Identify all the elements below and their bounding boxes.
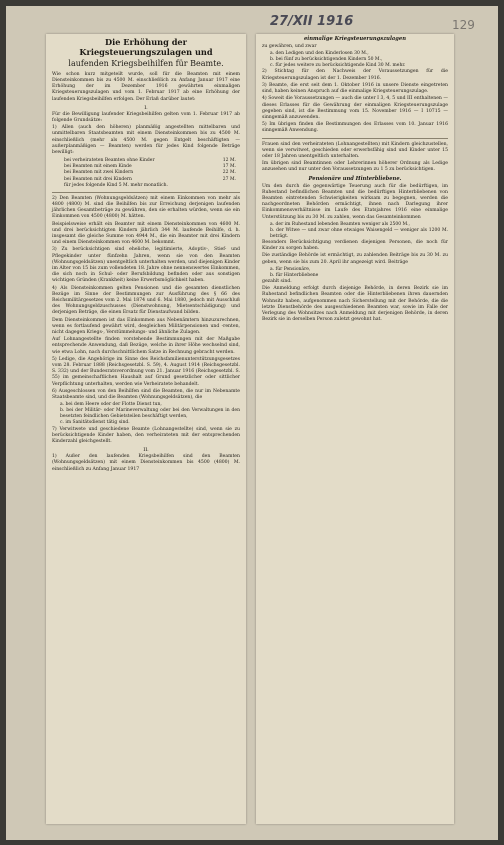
row-label: bei Beamten mit zwei Kindern: [64, 170, 134, 176]
point-7: 7) Verwitwete und geschiedene Beamte (Lohnangestellte) sind, wenn sie zu berücksichtigende Kinder haben, den verheirateten mit der entsprechenden Kinderzahl gleichgestellt.: [52, 426, 240, 444]
paragraph-teachers: Im übrigen sind Beamtinnen oder Lehrerinnen höherer Ordnung als Ledige anzusehen und nur unter den Voraussetzungen zu 1 5 zu berücksichtigen.: [262, 161, 448, 173]
newspaper-clipping-right: [256, 34, 454, 824]
section-2-text: 1) Außer den laufenden Kriegsbeihilfen sind den Beamten (Wohnungsgeldsätzen) mit einem Diensteinkommen bis 4500 (4800) M. einschließlich zu Anfang Januar 1917: [52, 454, 240, 472]
paragraph-paid: gezahlt sind.: [262, 279, 292, 285]
paragraph-pensioners: Um den durch die gegenwärtige Teuerung auch für die bedürftigen, im Ruhestand befindlichen Beamten und die bedürftigen Hinterbliebenen von Beamten eintretenden Schwierigkeiten wirksam zu begegnen, werden die nachgeordneten Behörden ermächtigt, ihnen nach Darlegung ihrer Einkommensverhältnisse im Laufe des Etatsjahres 1916 eine einmalige Unterstützung bis zu 30 M. zu zahlen, wenn das Gesamteinkommen: [262, 183, 448, 220]
page-number: 129: [452, 18, 475, 32]
row-label: bei verheirateten Beamten ohne Kinder: [64, 158, 155, 164]
intro-paragraph: Wie schon kurz mitgeteilt wurde, soll für die Beamten mit einem Diensteinkommen bis zu 4500 M. einschließlich zu Anfang Januar 1917 eine Erhöhung der im Dezember 1916 gewährten einmaligen Kriegsteuerungszulagen und vom 1. Februar 1917 ab eine Erhöhung der laufenden Kriegsbeihilfen erfolgen. Der Erlaß darüber lautet:: [52, 71, 240, 102]
list-item: a. bei dem Heere oder der Flotte Dienst tun,: [60, 402, 162, 408]
list-item: c. im Sanitätsdienst tätig sind.: [60, 420, 130, 426]
point-3: 3) Zu berücksichtigen sind eheliche, legitimierte, Adoptiv-, Stief- und Pflegekinder unter fünfzehn Jahren, wenn sie von den Beamten (Wohnungsgeldsätzen) unentgeltlich unterhalten werden, und diejenigen Kinder im Alter von 15 bis zum vollendeten 18. Jahre ohne nennenswertes Einkommen, die sich noch in Schul- oder Berufsbildung befinden oder aus sonstigen wichtigen Gründen (Krankheit) keine Erwerbsmöglichkeit haben.: [52, 247, 240, 284]
row-label: bei Beamten mit drei Kindern: [64, 176, 132, 182]
row-value: 12 M.: [222, 158, 236, 164]
paragraph-authority: Die zuständige Behörde ist ermächtigt, zu zahlenden Beiträge bis zu 30 M. zu geben, wenn sie bis zum 20. April ihr angezeigt wird. Beiträge: [262, 253, 448, 265]
list-item: b. für Hinterbliebene: [270, 272, 319, 278]
point-2: 2) Den Beamten (Wohnungsgeldsätzen) mit einem Einkommen von mehr als 4800 (4800) M. sind die Beihilfen bis zur Erreichung derjenigen laufenden jährlichen Gesamtbeträge zu gewähren, den sie erhalten würden, wenn sie ein Einkommen von 4500 (4800) M. hätten.: [52, 195, 240, 220]
paragraph-3: 3) Beamte, die erst seit dem 1. Oktober 1916 in unsere Dienste eingetreten sind, haben keinen Anspruch auf die einmalige Kriegsteuerungszulage.: [262, 82, 448, 95]
row-value: 27 M.: [222, 176, 236, 182]
list-item: b. bei fünf zu berücksichtigenden Kindern 50 M.,: [270, 57, 383, 63]
paragraph-care: Besonders Berücksichtigung verdienen diejenigen Personen, die noch für Kinder zu sorgen haben.: [262, 240, 448, 252]
paragraph-5: 5) Im übrigen finden die Bestimmungen des Erlasses vom 10. Januar 1916 sinngemäß Anwendung.: [262, 122, 448, 134]
list-item: a. den Ledigen und den Kinderlosen 30 M.,: [270, 51, 369, 57]
point-4c: Auf Lohnangestellte finden vorstehende Bestimmungen mit der Maßgabe entsprechende Anwendung, daß Bezüge, welche in ihrer Höhe wechselnd sind, wie etwa Lohn, nach durchschnittlichem Satze in Rechnung gebracht werden.: [52, 337, 240, 355]
row-label: bei Beamten mit einem Kinde: [64, 164, 132, 170]
paragraph-women: Frauen sind den verheirateten (Lohnangestellten) mit Kindern gleichzustellen, wenn sie verwitwet, geschieden oder erwerbsfähig sind und Kinder unter 15 oder 18 Jahren unentgeltlich unterhalten.: [262, 141, 448, 159]
list-item: a. der im Ruhestand lebenden Beamten weniger als 2500 M.,: [270, 221, 410, 227]
point-4b: Dem Diensteinkommen ist das Einkommen aus Nebenämtern hinzuzurechnen, wenn es fortlaufend gewährt wird, desgleichen Militärpensionen und -renten, nicht dagegen Kriegs-, Verstümmelungs- und ähnliche Zulagen.: [52, 317, 240, 335]
divider: [262, 138, 448, 139]
paragraph-2: 2) Stichtag für den Nachweis der Voraussetzungen für die Kriegsteuerungszulagen ist der 1. Dezember 1916.: [262, 69, 448, 81]
list-item: c. für jedes weitere zu berücksichtigende Kind 30 M. mehr.: [270, 63, 406, 69]
section-heading-pensioners: Pensionäre und Hinterbliebene.: [308, 175, 402, 182]
section-heading: einmalige Kriegsteuerungszulagen: [304, 36, 406, 42]
list-item: b. der Witwe — und zwar ohne etwaiges Waisengeld — weniger als 1200 M. beträgt.: [270, 227, 448, 239]
section-1-text: Für die Bewilligung laufender Kriegsbeihilfen gelten vom 1. Februar 1917 ab folgende Grundsätze:: [52, 111, 240, 123]
table-row: [64, 183, 236, 189]
newspaper-clipping-left: [46, 34, 246, 824]
allowance-table: [64, 158, 236, 188]
divider: [52, 192, 240, 193]
example-paragraph: Beispielsweise erhält ein Beamter mit einem Diensteinkommen von 4600 M. und drei berücksichtigten Kindern jährlich 344 M. laufende Beihilfe, d. h. insgesamt die gleiche Summe von 4944 M., die ein Beamter mit drei Kindern und einem Diensteinkommen von 4600 M. bekommt.: [52, 221, 240, 246]
paragraph-registration: Die Anmeldung erfolgt durch diejenige Behörde, in deren Bezirk sie im Ruhestand befindlichen Beamten oder die Hinterbliebenen ihren dauernden Wohnsitz haben, aufgenommen nach Sicherstellung mit der Behörde, die die letzte Dienstbehörde des ausgeschiedenen Beamten war, sowie im Falle der Verlegung des Wohnsitzes nach Anmeldung mit derjenigen Behörde, in deren Bezirk sie in derselben Person zuletzt gewohnt hat.: [262, 286, 448, 323]
lead-paragraph: zu gewähren, und zwar: [262, 44, 317, 49]
handwritten-date: 27/XII 1916: [270, 14, 354, 29]
list-item: a. für Pensionäre,: [270, 266, 311, 272]
point-5: 5) Ledige, die Angehörige im Sinne des Reichsfamilienunterstützungsgesetzes vom 28. Februar 1888 (Reichsgesetzbl. S. 59), 4. August 1914 (Reichsgesetzbl. S. 332) und der Bundesratsverordnung vom 21. Januar 1916 (Reichsgesetzbl. S. 55) im gemeinschaftlichen Haushalt auf Grund gesetzlicher oder sittlicher Verpflichtung unterhalten, werden wie Verheiratete behandelt.: [52, 356, 240, 387]
paragraph-4: 4) Soweit die Voraussetzungen — auch die unter I 3, 4, 5 und III enthaltenen — dieses Erlasses für die Gewährung der einmaligen Kriegsteuerungszulage gegeben sind, ist die Bestimmung vom 15. November 1916 — I 10715 — sinngemäß anzuwenden.: [262, 96, 448, 120]
row-label: für jedes folgende Kind 5 M. mehr monatlich.: [64, 182, 168, 188]
section-number-1: I.: [144, 104, 148, 111]
point-4: 4) Als Diensteinkommen gelten Pensionen und die gesamten dienstlichen Bezüge im Sinne der Bestimmungen zur Ausführung des § 66 des Reichsmilitärgesetzes vom 2. Mai 1874 und 6. Mai 1880, jedoch mit Ausschluß des Wohnungsgeldzuschusses (Dienstwohnung, Mietsentschädigung) und derjenigen Beträge, die einen Ersatz für Dienstaufwand bilden.: [52, 285, 240, 316]
point-1: 1) Allen (auch den höheren) planmäßig angestellten mittelbaren und unmittelbaren Staatsbeamten mit einem Diensteinkommen bis zu 4500 M. einschließlich (mehr als 4500 M. gegen Entgelt beschäftigten — außerplanmäßigen — Beamten) werden für jedes Kind folgende Beträge bewilligt:: [52, 125, 240, 156]
point-6: 6) Ausgeschlossen von den Beihilfen sind die Beamten, die nur im Nebenamte Staatsbeamte sind, und die Beamten (Wohnungsgeldsätzen), die: [52, 388, 240, 400]
article-title: Die Erhöhung der Kriegsteuerungszulagen und: [79, 37, 213, 57]
row-value: 17 M.: [222, 164, 236, 170]
row-value: 22 M.: [222, 170, 236, 176]
article-subtitle: laufenden Kriegsbeihilfen für Beamte.: [68, 59, 224, 69]
list-item: b. bei der Militär- oder Marineverwaltung oder bei den Verwaltungen in den besetzten feindlichen Gebietsteilen beschäftigt werden,: [60, 408, 240, 420]
section-number-2: II.: [143, 447, 149, 454]
